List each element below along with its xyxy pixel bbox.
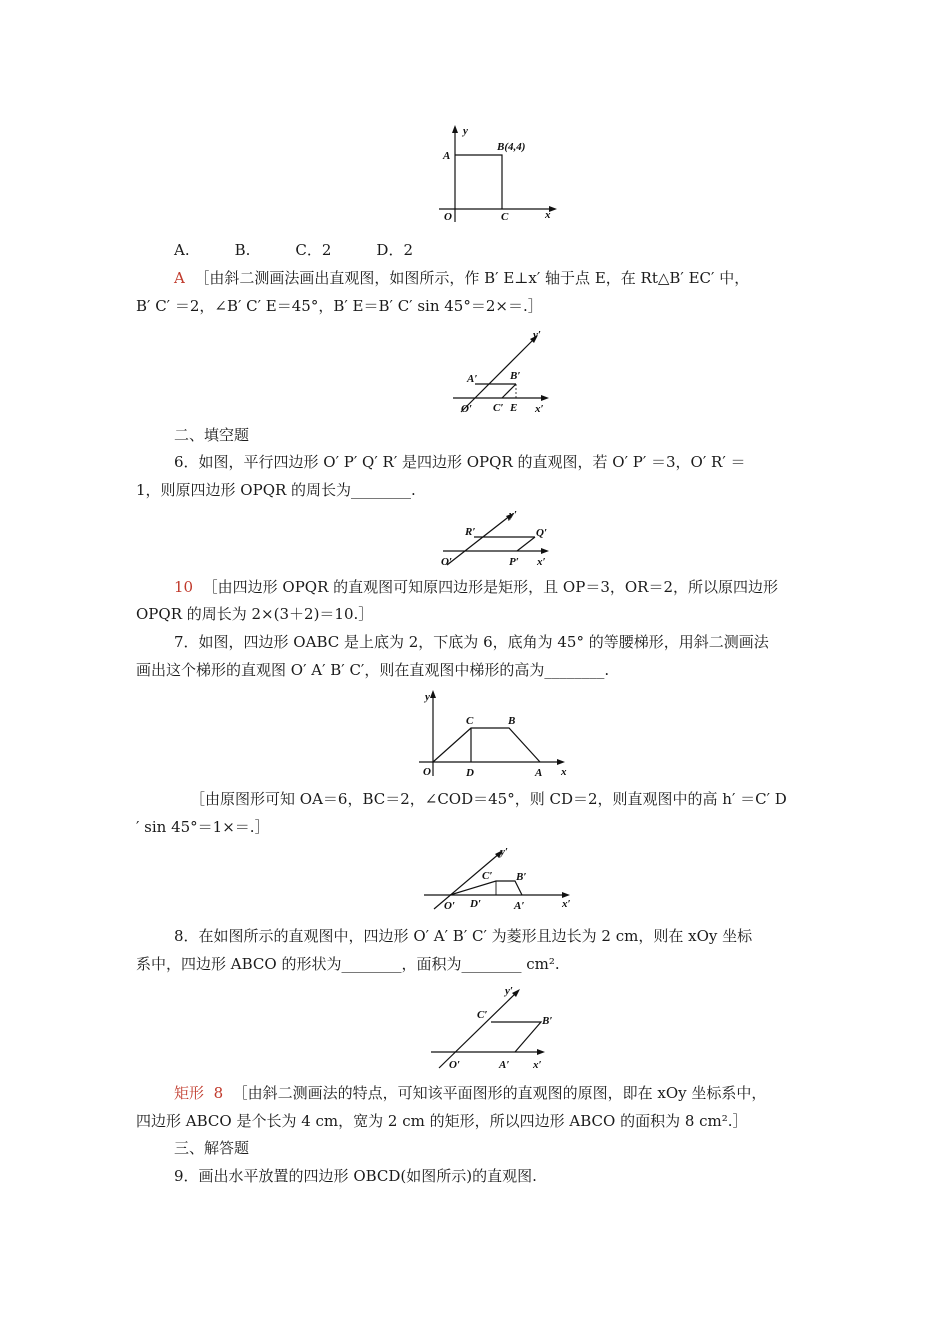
point-c-label: C — [466, 715, 474, 727]
origin-label: O′ — [449, 1059, 461, 1071]
figure-oblique-abce — [447, 326, 557, 416]
point-b-label: B′ — [510, 370, 521, 382]
x-axis-label: x′ — [562, 898, 571, 910]
q6-line2: 1，则原四边形 OPQR 的周长为________. — [136, 481, 416, 499]
point-a-label: A — [443, 150, 451, 162]
figure-trapezoid-oabc — [415, 686, 575, 780]
q7-answer-line2: ′ sin 45°＝1×＝.］ — [136, 818, 270, 836]
q5-answer-line1 — [174, 267, 749, 289]
point-a-label: A′ — [514, 900, 525, 912]
q6-answer-line2: OPQR 的周长为 2×(3＋2)＝10.］ — [136, 605, 374, 623]
q8-answer-shape: 矩形 — [174, 1084, 205, 1102]
q7-answer-line1: ［由原图形可知 OA＝6，BC＝2，∠COD＝45°，则 CD＝2，则直观图中的高 h′ ＝C′ D — [190, 790, 787, 808]
q6-explanation-1: ［由四边形 OPQR 的直观图可知原四边形是矩形，且 OP＝3，OR＝2，所以原四边形 — [202, 578, 778, 596]
y-axis-label: y′ — [509, 509, 517, 521]
figure-oblique-trapezoid — [420, 845, 580, 915]
q5-options: A. B. C．2 D．2 — [174, 241, 413, 259]
point-c-label: C′ — [482, 870, 493, 882]
x-axis-label: x′ — [537, 556, 546, 568]
point-a-label: A′ — [467, 373, 478, 385]
x-axis-label: x′ — [535, 403, 544, 415]
origin-label: O′ — [441, 556, 453, 568]
point-e-label: E — [510, 402, 518, 414]
q9-text: 9．画出水平放置的四边形 OBCD(如图所示)的直观图. — [174, 1167, 537, 1185]
point-b-label: B — [508, 715, 516, 727]
figure-rhombus-oabc — [425, 980, 555, 1074]
q8-explanation-1: ［由斜二测画法的特点，可知该平面图形的直观图的原图，即在 xOy 坐标系中， — [232, 1084, 767, 1102]
y-axis-label: y′ — [500, 846, 508, 858]
point-d-label: D — [466, 767, 474, 779]
y-axis-label: y′ — [533, 329, 541, 341]
point-b-label: B(4,4) — [497, 141, 526, 153]
point-b-label: B′ — [516, 871, 527, 883]
x-axis-label: x′ — [533, 1059, 542, 1071]
origin-label: O — [423, 766, 431, 778]
q8-line1: 8．在如图所示的直观图中，四边形 O′ A′ B′ C′ 为菱形且边长为 2 cm，则在 xOy 坐标 — [174, 927, 753, 945]
x-axis-label: x — [561, 766, 567, 778]
point-b-label: B′ — [542, 1015, 553, 1027]
q8-answer-line1 — [174, 1082, 766, 1104]
point-c-label: C′ — [477, 1009, 488, 1021]
origin-label: O′ — [461, 403, 473, 415]
point-c-label: C — [501, 211, 509, 223]
q5-answer-line2: B′ C′ ＝2，∠B′ C′ E＝45°，B′ E＝B′ C′ sin 45°＝2×＝.］ — [136, 297, 543, 315]
figure-parallelogram-opqr — [437, 505, 557, 571]
figure-square-abco — [425, 122, 565, 227]
q8-answer-line2: 四边形 ABCO 是个长为 4 cm，宽为 2 cm 的矩形，所以四边形 ABCO 的面积为 8 cm².］ — [136, 1112, 748, 1130]
x-axis-label: x — [545, 209, 551, 221]
origin-label: O — [444, 211, 452, 223]
origin-label: O′ — [444, 900, 456, 912]
section-answer-questions: 三、解答题 — [174, 1139, 250, 1157]
point-d-label: D′ — [470, 898, 482, 910]
q8-line2: 系中，四边形 ABCO 的形状为________，面积为________ cm². — [136, 955, 560, 973]
point-p-label: P′ — [509, 556, 519, 568]
q6-line1: 6．如图，平行四边形 O′ P′ Q′ R′ 是四边形 OPQR 的直观图，若 O′ P′ ＝3，O′ R′ ＝ — [174, 453, 746, 471]
point-a-label: A — [535, 767, 543, 779]
q7-line2: 画出这个梯形的直观图 O′ A′ B′ C′，则在直观图中梯形的高为________. — [136, 661, 610, 679]
section-fill-in: 二、填空题 — [174, 426, 250, 444]
q7-line1: 7．如图，四边形 OABC 是上底为 2，下底为 6，底角为 45° 的等腰梯形，用斜二测画法 — [174, 633, 769, 651]
q5-explanation-1: ［由斜二测画法画出直观图，如图所示，作 B′ E⊥x′ 轴于点 E，在 Rt△B′ EC′ 中， — [194, 269, 750, 287]
q8-answer-value: 8 — [213, 1084, 224, 1102]
y-axis-label: y — [463, 125, 468, 137]
point-r-label: R′ — [465, 526, 476, 538]
y-axis-label: y′ — [505, 985, 513, 997]
q5-answer-letter: A — [174, 269, 185, 287]
y-axis-label: y — [425, 691, 430, 703]
point-c-label: C′ — [493, 402, 504, 414]
point-q-label: Q′ — [536, 527, 548, 539]
q6-answer-value: 10 — [174, 578, 194, 596]
point-a-label: A′ — [499, 1059, 510, 1071]
q6-answer-line1 — [174, 576, 778, 598]
